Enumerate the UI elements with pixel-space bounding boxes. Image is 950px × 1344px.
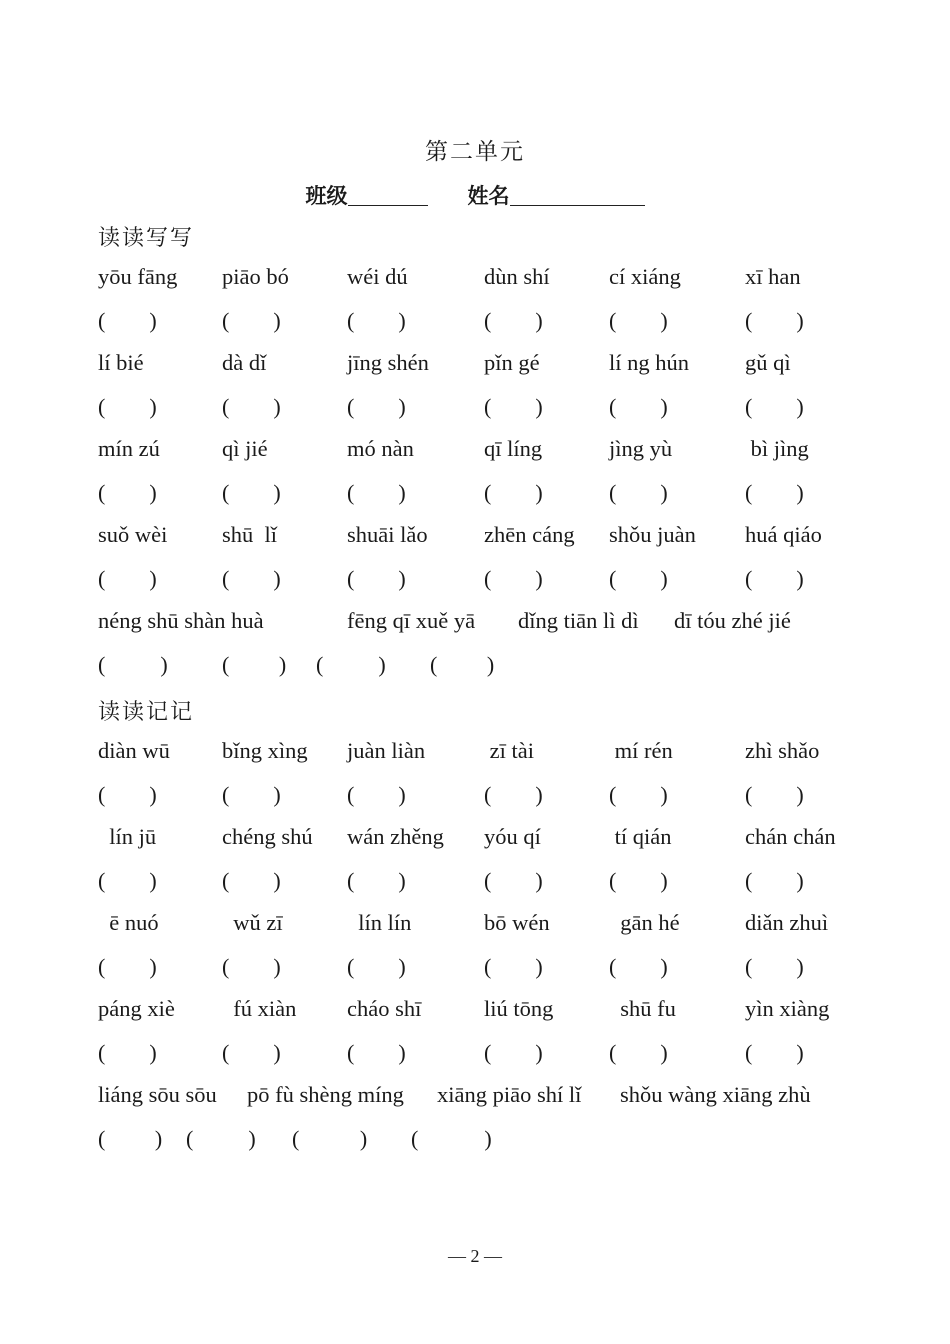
page-number: — 2 —: [448, 1246, 502, 1266]
pinyin-word: mí rén: [609, 738, 673, 763]
answer-blank[interactable]: ( ): [745, 1040, 804, 1065]
pinyin-word: dà dǐ: [222, 350, 267, 375]
answer-blank[interactable]: ( ): [347, 782, 406, 807]
idiom-answer-row: [0, 652, 950, 682]
answer-blank[interactable]: ( ): [222, 394, 281, 419]
pinyin-word: lín lín: [347, 910, 412, 935]
pinyin-row: [0, 436, 950, 466]
answer-blank[interactable]: ( ): [484, 782, 543, 807]
pinyin-word: cí xiáng: [609, 264, 681, 289]
answer-blank[interactable]: ( ): [98, 566, 157, 591]
pinyin-row: [0, 522, 950, 552]
pinyin-row: [0, 264, 950, 294]
answer-blank[interactable]: ( ): [98, 868, 157, 893]
pinyin-word: jìng yù: [609, 436, 673, 461]
idiom-answer-blank[interactable]: ( ): [186, 1126, 256, 1151]
pinyin-word: yōu fāng: [98, 264, 178, 289]
answer-row: [0, 394, 950, 424]
pinyin-word: tí qián: [609, 824, 672, 849]
pinyin-row: [0, 910, 950, 940]
pinyin-word: juàn liàn: [347, 738, 426, 763]
answer-row: [0, 480, 950, 510]
pinyin-word: qì jié: [222, 436, 268, 461]
pinyin-word: dùn shí: [484, 264, 550, 289]
pinyin-word: lín jū: [98, 824, 157, 849]
name-label: 姓名: [467, 183, 510, 208]
idiom-pinyin: dǐng tiān lì dì: [518, 608, 639, 633]
pinyin-word: gǔ qì: [745, 350, 791, 375]
answer-blank[interactable]: ( ): [222, 1040, 281, 1065]
answer-blank[interactable]: ( ): [745, 868, 804, 893]
answer-blank[interactable]: ( ): [609, 480, 668, 505]
answer-blank[interactable]: ( ): [347, 394, 406, 419]
section1-heading: 读读写写: [98, 226, 195, 251]
pinyin-word: suǒ wèi: [98, 522, 168, 547]
answer-blank[interactable]: ( ): [222, 480, 281, 505]
pinyin-word: gān hé: [609, 910, 680, 935]
idiom-answer-blank[interactable]: ( ): [411, 1126, 492, 1151]
idiom-pinyin: fēng qī xuě yā: [347, 608, 476, 633]
answer-blank[interactable]: ( ): [222, 868, 281, 893]
answer-blank[interactable]: ( ): [347, 480, 406, 505]
idiom-pinyin: shǒu wàng xiāng zhù: [620, 1082, 811, 1107]
pinyin-word: jīng shén: [347, 350, 429, 375]
class-label: 班级: [305, 183, 348, 208]
answer-row: [0, 566, 950, 596]
idiom-row: [0, 1082, 950, 1112]
answer-blank[interactable]: ( ): [347, 954, 406, 979]
answer-blank[interactable]: ( ): [222, 566, 281, 591]
section2-heading: 读读记记: [98, 700, 195, 725]
answer-blank[interactable]: ( ): [222, 782, 281, 807]
answer-blank[interactable]: ( ): [609, 566, 668, 591]
answer-blank[interactable]: ( ): [98, 308, 157, 333]
answer-blank[interactable]: ( ): [347, 868, 406, 893]
answer-blank[interactable]: ( ): [609, 308, 668, 333]
answer-blank[interactable]: ( ): [484, 954, 543, 979]
pinyin-word: pǐn gé: [484, 350, 540, 375]
answer-blank[interactable]: ( ): [347, 308, 406, 333]
pinyin-word: diǎn zhuì: [745, 910, 829, 935]
pinyin-word: bì jìng: [745, 436, 809, 461]
pinyin-word: wéi dú: [347, 264, 408, 289]
pinyin-word: bō wén: [484, 910, 550, 935]
answer-blank[interactable]: ( ): [222, 954, 281, 979]
answer-blank[interactable]: ( ): [745, 480, 804, 505]
pinyin-word: shǒu juàn: [609, 522, 696, 547]
idiom-answer-blank[interactable]: ( ): [98, 652, 168, 677]
class-blank[interactable]: [348, 185, 428, 206]
idiom-answer-blank[interactable]: ( ): [430, 652, 495, 677]
answer-blank[interactable]: ( ): [98, 394, 157, 419]
answer-blank[interactable]: ( ): [745, 954, 804, 979]
pinyin-word: fú xiàn: [222, 996, 297, 1021]
idiom-answer-blank[interactable]: ( ): [316, 652, 386, 677]
answer-row: [0, 868, 950, 898]
answer-blank[interactable]: ( ): [609, 394, 668, 419]
pinyin-word: zhēn cáng: [484, 522, 575, 547]
pinyin-word: ē nuó: [98, 910, 159, 935]
pinyin-word: mó nàn: [347, 436, 414, 461]
pinyin-word: xī han: [745, 264, 801, 289]
answer-row: [0, 954, 950, 984]
answer-row: [0, 1040, 950, 1070]
pinyin-word: wán zhěng: [347, 824, 444, 849]
pinyin-word: mín zú: [98, 436, 160, 461]
idiom-pinyin: pō fù shèng míng: [247, 1082, 404, 1107]
pinyin-word: huá qiáo: [745, 522, 822, 547]
answer-blank[interactable]: ( ): [745, 782, 804, 807]
idiom-row: [0, 608, 950, 638]
answer-blank[interactable]: ( ): [484, 868, 543, 893]
pinyin-word: cháo shī: [347, 996, 422, 1021]
pinyin-row: [0, 350, 950, 380]
answer-blank[interactable]: ( ): [484, 566, 543, 591]
pinyin-word: wǔ zī: [222, 910, 283, 935]
pinyin-word: qī líng: [484, 436, 543, 461]
answer-blank[interactable]: ( ): [98, 1040, 157, 1065]
idiom-answer-row: [0, 1126, 950, 1156]
answer-blank[interactable]: ( ): [98, 782, 157, 807]
answer-blank[interactable]: ( ): [609, 782, 668, 807]
answer-blank[interactable]: ( ): [484, 394, 543, 419]
idiom-pinyin: dī tóu zhé jié: [674, 608, 791, 633]
answer-blank[interactable]: ( ): [745, 394, 804, 419]
answer-blank[interactable]: ( ): [609, 954, 668, 979]
answer-row: [0, 308, 950, 338]
answer-blank[interactable]: ( ): [745, 566, 804, 591]
pinyin-word: shuāi lǎo: [347, 522, 428, 547]
pinyin-word: lí bié: [98, 350, 144, 375]
pinyin-word: yìn xiàng: [745, 996, 830, 1021]
answer-row: [0, 782, 950, 812]
idiom-pinyin: liáng sōu sōu: [98, 1082, 217, 1107]
idiom-pinyin: xiāng piāo shí lǐ: [437, 1082, 582, 1107]
pinyin-row: [0, 996, 950, 1026]
unit-title: 第二单元: [425, 139, 525, 165]
answer-blank[interactable]: ( ): [98, 954, 157, 979]
answer-blank[interactable]: ( ): [347, 1040, 406, 1065]
pinyin-word: bǐng xìng: [222, 738, 308, 763]
pinyin-word: zī tài: [484, 738, 534, 763]
pinyin-word: yóu qí: [484, 824, 541, 849]
idiom-answer-blank[interactable]: ( ): [292, 1126, 368, 1151]
answer-blank[interactable]: ( ): [222, 308, 281, 333]
answer-blank[interactable]: ( ): [484, 480, 543, 505]
answer-blank[interactable]: ( ): [484, 308, 543, 333]
pinyin-word: shū lǐ: [222, 522, 278, 547]
pinyin-row: [0, 738, 950, 768]
pinyin-word: chán chán: [745, 824, 836, 849]
answer-blank[interactable]: ( ): [484, 1040, 543, 1065]
pinyin-word: shū fu: [609, 996, 676, 1021]
pinyin-word: liú tōng: [484, 996, 554, 1021]
idiom-answer-blank[interactable]: ( ): [98, 1126, 163, 1151]
pinyin-word: diàn wū: [98, 738, 170, 763]
pinyin-word: piāo bó: [222, 264, 289, 289]
pinyin-word: páng xiè: [98, 996, 175, 1021]
pinyin-word: zhì shǎo: [745, 738, 820, 763]
pinyin-word: lí ng hún: [609, 350, 690, 375]
class-name-line: [0, 180, 950, 210]
idiom-answer-blank[interactable]: ( ): [222, 652, 287, 677]
answer-blank[interactable]: ( ): [609, 868, 668, 893]
answer-blank[interactable]: ( ): [347, 566, 406, 591]
answer-blank[interactable]: ( ): [745, 308, 804, 333]
name-blank[interactable]: [510, 185, 645, 206]
answer-blank[interactable]: ( ): [98, 480, 157, 505]
idiom-pinyin: néng shū shàn huà: [98, 608, 264, 633]
answer-blank[interactable]: ( ): [609, 1040, 668, 1065]
pinyin-row: [0, 824, 950, 854]
pinyin-word: chéng shú: [222, 824, 313, 849]
